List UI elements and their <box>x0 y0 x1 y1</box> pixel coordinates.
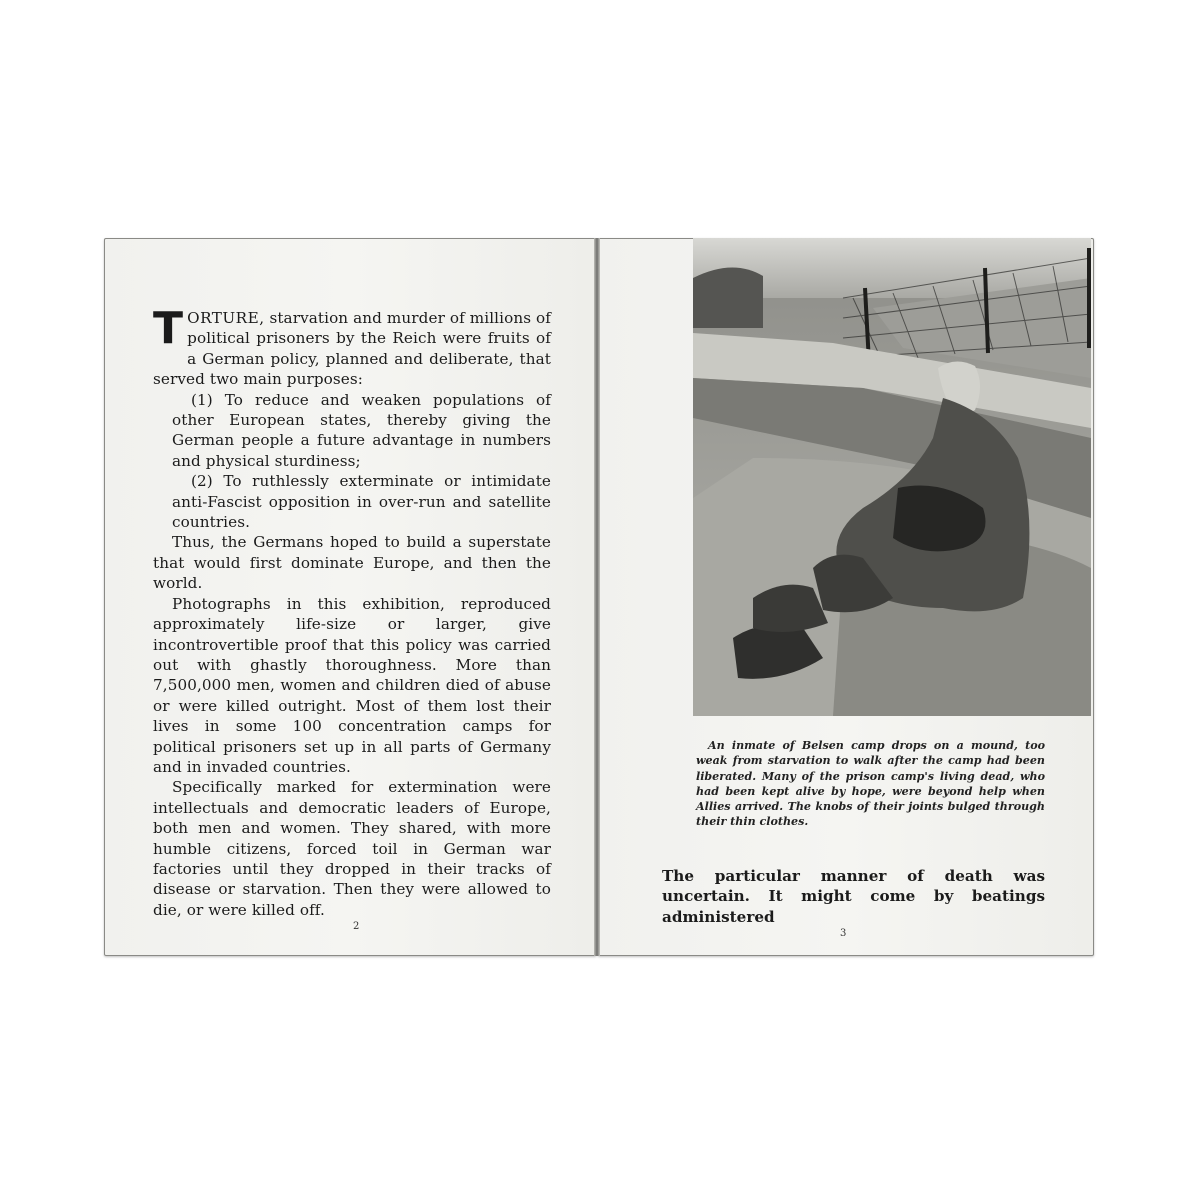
extermination-paragraph: Specifically marked for extermination were intellectuals and democratic leaders of Europe, both men and women. They shared, with more humble citizens, forced toil in German war factories until they dropped in their tracks of disease or starvation. Then they were allowed to die, or were killed off. <box>153 778 551 919</box>
death-manner-paragraph: The particular manner of death was uncertain. It might come by beatings administered <box>662 867 1045 926</box>
caption-text: An inmate of Belsen camp drops on a mound, too weak from starvation to walk after the camp had been liberated. Many of the prison camp's living dead, who had been kept alive by hope, were beyond help when Allies arrived. The knobs of their joints bulged through their thin clothes. <box>696 739 1045 829</box>
photographs-paragraph: Photographs in this exhibition, reproduced approximately life-size or larger, give incontrovertible proof that this policy was carried out with ghastly thoroughness. More than 7,500,000 men, women and children died of abuse or were killed outright. Most of them lost their lives in some 100 concentration camps for political prisoners set up in all parts of Germany and in invaded countries. <box>153 594 551 776</box>
left-page-body <box>153 303 551 920</box>
intro-text: starvation and murder of millions of political prisoners by the Reich were fruits of a German policy, planned and deliberate, that served two main purposes: <box>153 309 551 389</box>
lead-word: ORTURE, <box>187 309 265 327</box>
photo-caption <box>696 738 1045 830</box>
left-page-number: 2 <box>353 921 360 932</box>
drop-cap: T <box>153 303 184 354</box>
intro-paragraph <box>153 303 551 390</box>
right-page-body <box>662 866 1045 927</box>
superstate-paragraph: Thus, the Germans hoped to build a superstate that would first dominate Europe, and then the world. <box>153 533 551 593</box>
purpose-two-paragraph: (2) To ruthlessly exterminate or intimidate anti-Fascist opposition in over-run and satellite countries. <box>172 472 551 532</box>
booklet-spine <box>594 238 600 956</box>
purpose-one-paragraph: (1) To reduce and weaken populations of other European states, thereby giving the German people a future advantage in numbers and physical sturdiness; <box>172 390 551 470</box>
belsen-inmate-photo <box>693 238 1091 716</box>
right-page-number: 3 <box>840 928 847 939</box>
